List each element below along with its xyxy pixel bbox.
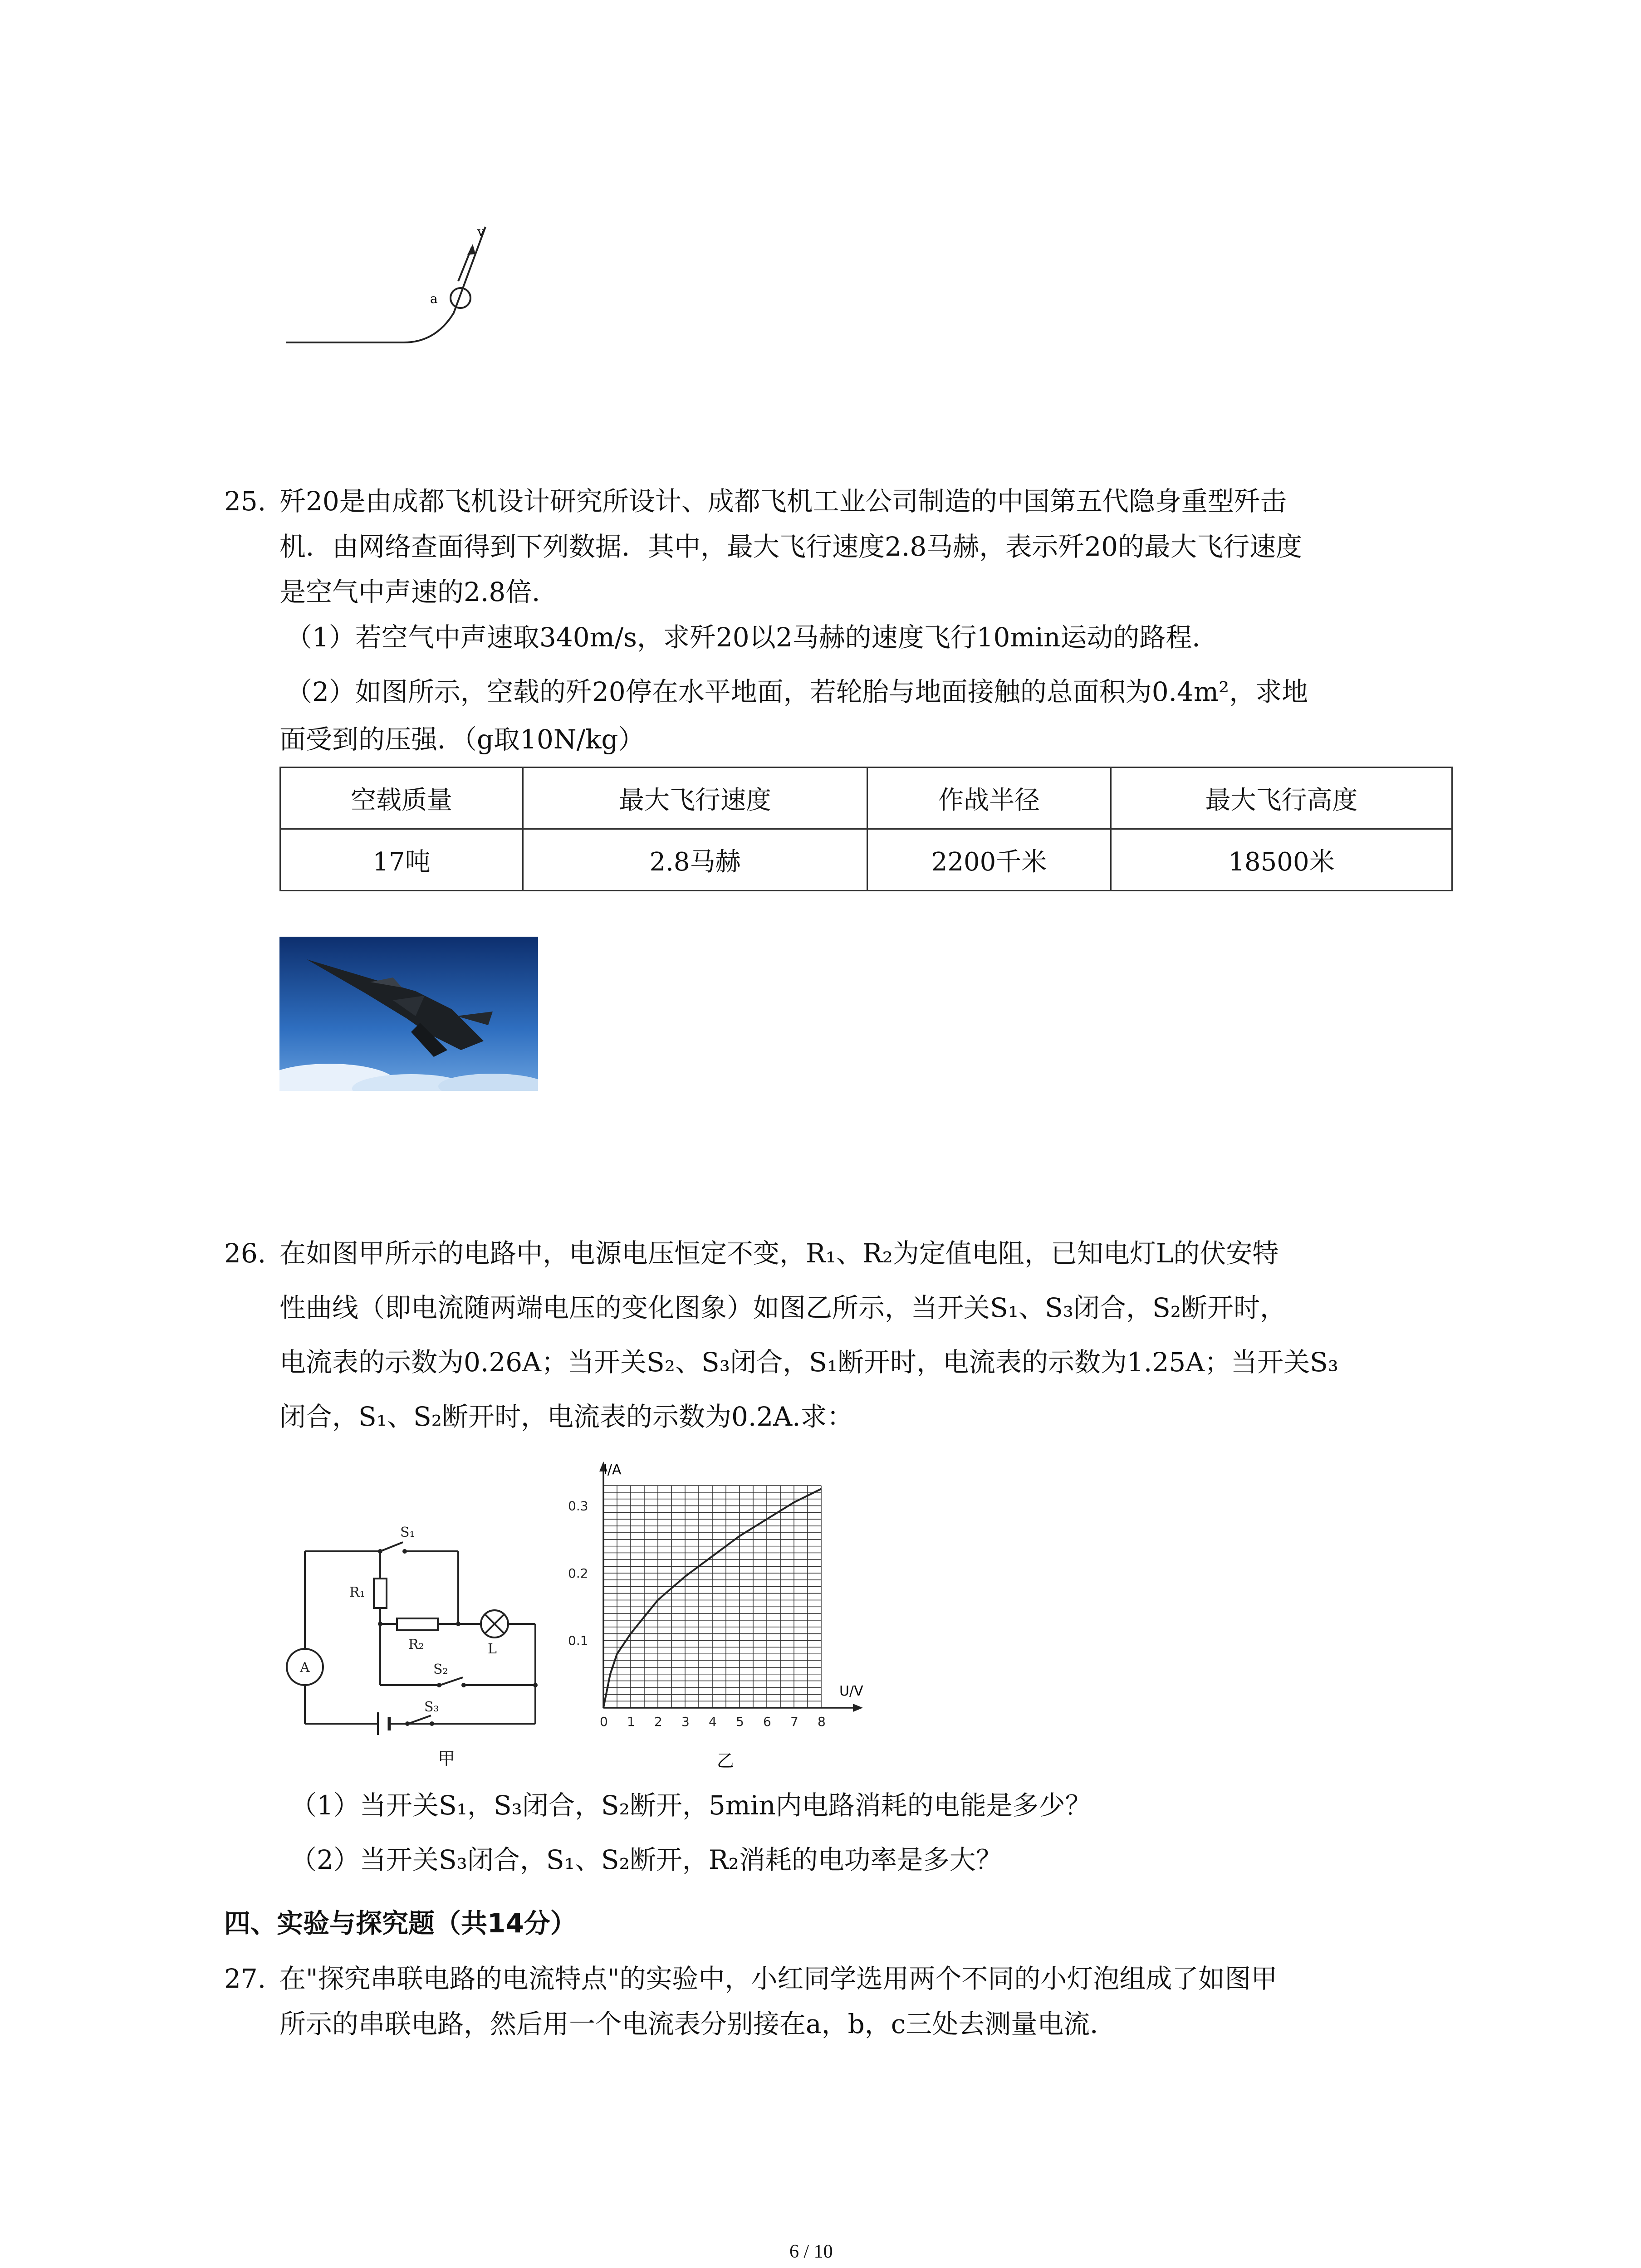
q25-line2: 机．由网络查面得到下列数据．其中，最大飞行速度2.8马赫，表示歼20的最大飞行速度 [279, 531, 1303, 562]
circuit-caption: 甲 [438, 1749, 456, 1769]
label-s2: S₂ [433, 1662, 448, 1677]
question-number-27: 27. [224, 1963, 266, 1994]
x-tick-label: 3 [681, 1714, 690, 1729]
x-axis-label: U/V [839, 1683, 863, 1699]
x-tick-label: 1 [627, 1714, 635, 1729]
q26-sub1: （1）当开关S₁，S₃闭合，S₂断开，5min内电路消耗的电能是多少？ [290, 1790, 1092, 1821]
x-tick-label: 2 [654, 1714, 662, 1729]
chart-caption: 乙 [717, 1751, 735, 1771]
y-axis-label: I/A [603, 1462, 622, 1478]
table-cell: 18500米 [1111, 829, 1452, 891]
x-axis-arrow [853, 1704, 863, 1712]
q26-line2: 性曲线（即电流随两端电压的变化图象）如图乙所示，当开关S₁、S₃闭合，S₂断开时， [279, 1292, 1286, 1323]
x-tick-label: 4 [709, 1714, 717, 1729]
table-header: 作战半径 [867, 767, 1111, 829]
q27-line2: 所示的串联电路，然后用一个电流表分别接在a，b，c三处去测量电流． [279, 2009, 1117, 2039]
table-cell: 2200千米 [867, 829, 1111, 891]
q25-line1: 歼20是由成都飞机设计研究所设计、成都飞机工业公司制造的中国第五代隐身重型歼击 [279, 486, 1287, 517]
table-row [280, 829, 1452, 891]
label-v: v [477, 224, 485, 239]
x-tick-label: 5 [736, 1714, 744, 1729]
ramp-surface [286, 227, 485, 342]
y-tick-label: 0.3 [568, 1498, 588, 1514]
y-tick-label: 0.1 [568, 1633, 588, 1648]
chart-grid [603, 1486, 821, 1708]
x-tick-label: 8 [818, 1714, 826, 1729]
r2-resistor [397, 1618, 438, 1630]
q25-sub1: （1）若空气中声速取340m/s，求歼20以2马赫的速度飞行10min运动的路程． [286, 622, 1219, 653]
label-r2: R₂ [408, 1637, 424, 1652]
velocity-arrowhead [467, 244, 475, 255]
table-cell: 17吨 [280, 829, 523, 891]
q26-sub2: （2）当开关S₃闭合，S₁、S₂断开，R₂消耗的电功率是多大？ [290, 1844, 1002, 1875]
question-number-26: 26. [224, 1238, 266, 1269]
q26-line4: 闭合，S₁、S₂断开时，电流表的示数为0.2A.求： [279, 1401, 853, 1432]
y-tick-label: 0.2 [568, 1566, 588, 1581]
r1-resistor [374, 1579, 387, 1608]
section-title: 四、实验与探究题（共14分） [224, 1908, 577, 1939]
x-tick-label: 7 [790, 1714, 798, 1729]
circuit-diagram [281, 1524, 554, 1778]
table-header: 最大飞行高度 [1111, 767, 1452, 829]
table-header-row [280, 767, 1452, 829]
q26-line3: 电流表的示数为0.26A；当开关S₂、S₃闭合，S₁断开时，电流表的示数为1.25A；当开关S₃ [279, 1347, 1338, 1378]
table-header: 空载质量 [280, 767, 523, 829]
q27-line1: 在"探究串联电路的电流特点"的实验中，小红同学选用两个不同的小灯泡组成了如图甲 [279, 1963, 1278, 1994]
x-tick-label: 0 [600, 1714, 608, 1729]
s2-switch-blade [440, 1677, 463, 1685]
label-s1: S₁ [400, 1525, 415, 1540]
q25-sub2a: （2）如图所示，空载的歼20停在水平地面，若轮胎与地面接触的总面积为0.4m²，求地 [286, 676, 1308, 707]
question-number-25: 25. [224, 486, 266, 517]
label-r1: R₁ [349, 1584, 365, 1600]
s3-switch-blade [408, 1716, 431, 1724]
q25-line3: 是空气中声速的2.8倍． [279, 577, 558, 607]
label-a: a [430, 291, 438, 306]
q26-line1: 在如图甲所示的电路中，电源电压恒定不变，R₁、R₂为定值电阻，已知电灯L的伏安特 [279, 1238, 1279, 1269]
jet-photo [279, 937, 538, 1091]
s1-switch-blade [380, 1542, 403, 1551]
table-header: 最大飞行速度 [523, 767, 867, 829]
page-number: 6 / 10 [789, 2241, 833, 2262]
label-l: L [488, 1641, 497, 1657]
x-tick-label: 6 [763, 1714, 771, 1729]
q25-sub2b: 面受到的压强．（g取10N/kg） [279, 724, 645, 755]
ball [451, 288, 470, 308]
label-s3: S₃ [424, 1699, 439, 1715]
table-cell: 2.8马赫 [523, 829, 867, 891]
label-ammeter: A [300, 1660, 310, 1676]
jet-spec-table [279, 767, 1453, 891]
iv-characteristic-chart [558, 1452, 885, 1778]
ramp-figure [272, 213, 508, 349]
